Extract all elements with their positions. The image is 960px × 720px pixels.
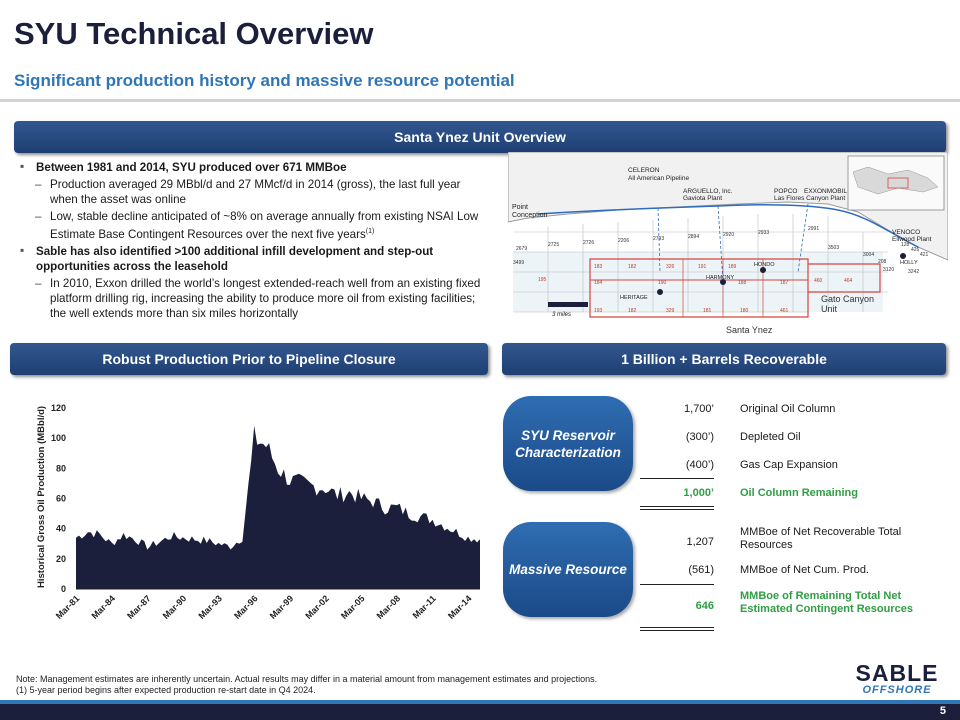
production-chart xyxy=(28,398,488,638)
x-tick-label: Mar-93 xyxy=(196,593,225,621)
page-subtitle: Significant production history and massive resource potential xyxy=(14,71,515,90)
footnotes xyxy=(16,674,597,696)
lease-number: 3242 xyxy=(908,269,920,275)
y-tick-label: 20 xyxy=(55,553,66,564)
y-tick-label: 80 xyxy=(55,463,66,474)
map-scale-label: 3 miles xyxy=(552,312,572,318)
massive-row-desc: MMBoe of Net Cum. Prod. xyxy=(740,563,869,576)
massive-row-desc: MMBoe of Remaining Total Net Estimated Contingent Resources xyxy=(740,589,913,615)
lease-number: 180 xyxy=(740,308,749,314)
lease-number: 2920 xyxy=(723,232,735,238)
sub-bullet-decline-text: Low, stable decline anticipated of ~8% on average annually from existing NSAI Low Estimate Base Contingent Resources over the next five years xyxy=(50,210,479,241)
lease-number: 2679 xyxy=(516,246,528,252)
recoverable-banner-label: 1 Billion + Barrels Recoverable xyxy=(621,351,827,367)
title-divider xyxy=(0,99,960,102)
lease-number: 2894 xyxy=(688,234,700,240)
page-number: 5 xyxy=(939,705,946,717)
footer-bar xyxy=(0,704,960,720)
overview-bullets xyxy=(20,160,482,323)
map-label-exxonmobil: EXXONMOBIL xyxy=(804,188,847,195)
lease-number: 2725 xyxy=(548,242,560,248)
y-tick-label: 60 xyxy=(55,493,66,504)
page-title: SYU Technical Overview xyxy=(14,16,374,51)
syu-row-value: 1,700’ xyxy=(684,403,714,415)
x-tick-label: Mar-05 xyxy=(339,593,367,621)
map-label-ellwood: Ellwood Plant xyxy=(892,236,932,243)
production-area xyxy=(76,426,480,589)
lease-number: 3120 xyxy=(883,267,895,273)
syu-row xyxy=(640,403,948,415)
syu-row xyxy=(640,459,948,471)
production-banner-label: Robust Production Prior to Pipeline Closure xyxy=(102,351,396,367)
lease-number: 2726 xyxy=(583,240,595,246)
logo-sable-text: SABLE xyxy=(855,660,939,686)
x-tick-label: Mar-87 xyxy=(125,593,153,621)
lease-number: 329 xyxy=(666,308,675,314)
x-tick-label: Mar-11 xyxy=(410,593,438,621)
chart-y-axis-label: Historical Gross Oil Production (MBbl/d) xyxy=(36,405,47,588)
map-label-conception: Conception xyxy=(512,212,548,219)
sub-bullet-exxon-well: – In 2010, Exxon drilled the world’s longest extended-reach well from an existing fixed platform drilling rig, increasing the ability to produce more oil from existing facilities; the well extends more than six miles horizontally xyxy=(20,276,482,321)
lease-number: 182 xyxy=(628,308,637,314)
lease-number: 3503 xyxy=(828,245,840,251)
x-tick-label: Mar-99 xyxy=(267,593,296,621)
map-label-las-flores: Las Flores Canyon Plant xyxy=(774,195,846,202)
syu-row-desc: Depleted Oil xyxy=(740,430,801,443)
syu-row-value: (400’) xyxy=(685,459,714,471)
lease-number: 182 xyxy=(628,264,637,270)
syu-double-rule xyxy=(640,506,714,507)
syu-row-desc: Original Oil Column xyxy=(740,402,836,415)
massive-row-desc: MMBoe of Net Recoverable Total Resources xyxy=(740,525,902,551)
lease-number: 184 xyxy=(594,280,603,286)
map-label-point: Point xyxy=(512,204,528,211)
map-label-all-american: All American Pipeline xyxy=(628,175,690,182)
lease-number: 460 xyxy=(814,278,823,284)
massive-row-value: 646 xyxy=(695,600,714,612)
x-tick-label: Mar-90 xyxy=(160,593,189,621)
massive-row-total xyxy=(640,589,948,615)
massive-total-rule xyxy=(640,584,714,585)
overview-banner-label: Santa Ynez Unit Overview xyxy=(394,129,566,145)
lease-number: 426 xyxy=(911,247,920,253)
lease-number: 3004 xyxy=(863,252,875,258)
syu-row-total xyxy=(640,487,948,499)
overview-banner xyxy=(14,121,946,153)
lease-number: 188 xyxy=(738,280,747,286)
x-tick-label: Mar-08 xyxy=(374,593,403,621)
syu-total-rule xyxy=(640,478,714,479)
lease-number: 208 xyxy=(878,259,887,265)
syu-row-value: 1,000’ xyxy=(683,487,714,499)
y-tick-label: 120 xyxy=(50,403,66,413)
massive-resource-label: Massive Resource xyxy=(509,562,627,577)
lease-number: 187 xyxy=(780,280,789,286)
lease-number: 2793 xyxy=(653,236,665,242)
massive-resource-oval xyxy=(503,522,633,617)
sub-bullet-production-2014: – Production averaged 29 MBbl/d and 27 MMcf/d in 2014 (gross), the last full year when the asset was online xyxy=(20,177,482,207)
map-label-celeron: CELERON xyxy=(628,167,660,174)
x-tick-label: Mar-02 xyxy=(303,593,331,621)
massive-row-value: (561) xyxy=(688,564,714,576)
map-label-gato-canyon: Gato Canyon xyxy=(821,294,875,304)
lease-number: 461 xyxy=(780,308,789,314)
lease-number: 326 xyxy=(666,264,675,270)
syu-double-rule xyxy=(640,509,714,510)
lease-number: 3499 xyxy=(513,260,525,266)
syu-row-desc: Gas Cap Expansion xyxy=(740,458,838,471)
map-label-venoco: VENOCO xyxy=(892,229,921,236)
lease-number: 190 xyxy=(658,280,667,286)
syu-reservoir-oval xyxy=(503,396,633,491)
y-tick-label: 0 xyxy=(60,584,66,594)
x-tick-label: Mar-81 xyxy=(53,593,82,621)
map-label-harmony: HARMONY xyxy=(706,275,735,281)
map-label-santa-ynez: Santa Ynez xyxy=(726,325,773,335)
lease-number: 464 xyxy=(844,278,853,284)
massive-row-value: 1,207 xyxy=(686,536,714,548)
lease-number: 191 xyxy=(698,264,707,270)
massive-row xyxy=(640,564,948,576)
map-label-gato-unit: Unit xyxy=(821,304,838,314)
map-label-hondo: HONDO xyxy=(754,262,775,268)
bullet-production-history: ▪ Between 1981 and 2014, SYU produced over 671 MMBoe xyxy=(20,160,482,175)
sub-bullet-decline xyxy=(20,209,482,242)
lease-number: 2991 xyxy=(808,226,820,232)
massive-row xyxy=(640,525,948,551)
map-label-arguello: ARGUELLO, Inc. xyxy=(683,188,733,195)
lease-number: 189 xyxy=(728,264,737,270)
x-tick-label: Mar-14 xyxy=(445,593,474,621)
massive-double-rule xyxy=(640,627,714,628)
y-tick-label: 40 xyxy=(55,523,66,534)
lease-number: 421 xyxy=(920,252,929,258)
x-tick-label: Mar-84 xyxy=(89,593,118,621)
footnote-ref: (1) xyxy=(365,228,375,235)
map-label-gaviota: Gaviota Plant xyxy=(683,195,723,202)
logo-offshore-text: OFFSHORE xyxy=(862,684,932,696)
production-banner xyxy=(10,343,488,375)
footnote-1: (1) 5-year period begins after expected production re-start date in Q4 2024. xyxy=(16,685,316,695)
y-tick-label: 100 xyxy=(50,433,66,444)
x-tick-label: Mar-96 xyxy=(232,593,260,621)
santa-ynez-unit-map xyxy=(508,152,948,338)
lease-number: 193 xyxy=(594,308,603,314)
lease-number: 128 xyxy=(901,242,910,248)
bullet-infill-opportunities: ▪ Sable has also identified >100 additional infill development and step-out opportunities across the leasehold xyxy=(20,244,482,274)
syu-reservoir-label: SYU Reservoir Characterization xyxy=(515,427,621,460)
massive-double-rule xyxy=(640,630,714,631)
syu-row-value: (300’) xyxy=(685,431,714,443)
map-label-heritage: HERITAGE xyxy=(620,295,648,301)
lease-number: 195 xyxy=(538,277,547,283)
lease-number: 181 xyxy=(703,308,712,314)
lease-number: 183 xyxy=(594,264,603,270)
sable-offshore-logo xyxy=(848,662,946,696)
map-label-popco: POPCO xyxy=(774,188,798,195)
map-label-holly: HOLLY xyxy=(900,260,918,266)
syu-row-desc: Oil Column Remaining xyxy=(740,486,858,499)
syu-row xyxy=(640,431,948,443)
footnote-disclaimer: Note: Management estimates are inherently uncertain. Actual results may differ in a material amount from management estimates and projections. xyxy=(16,674,598,684)
lease-number: 2933 xyxy=(758,230,770,236)
recoverable-banner xyxy=(502,343,946,375)
lease-number: 2206 xyxy=(618,238,630,244)
